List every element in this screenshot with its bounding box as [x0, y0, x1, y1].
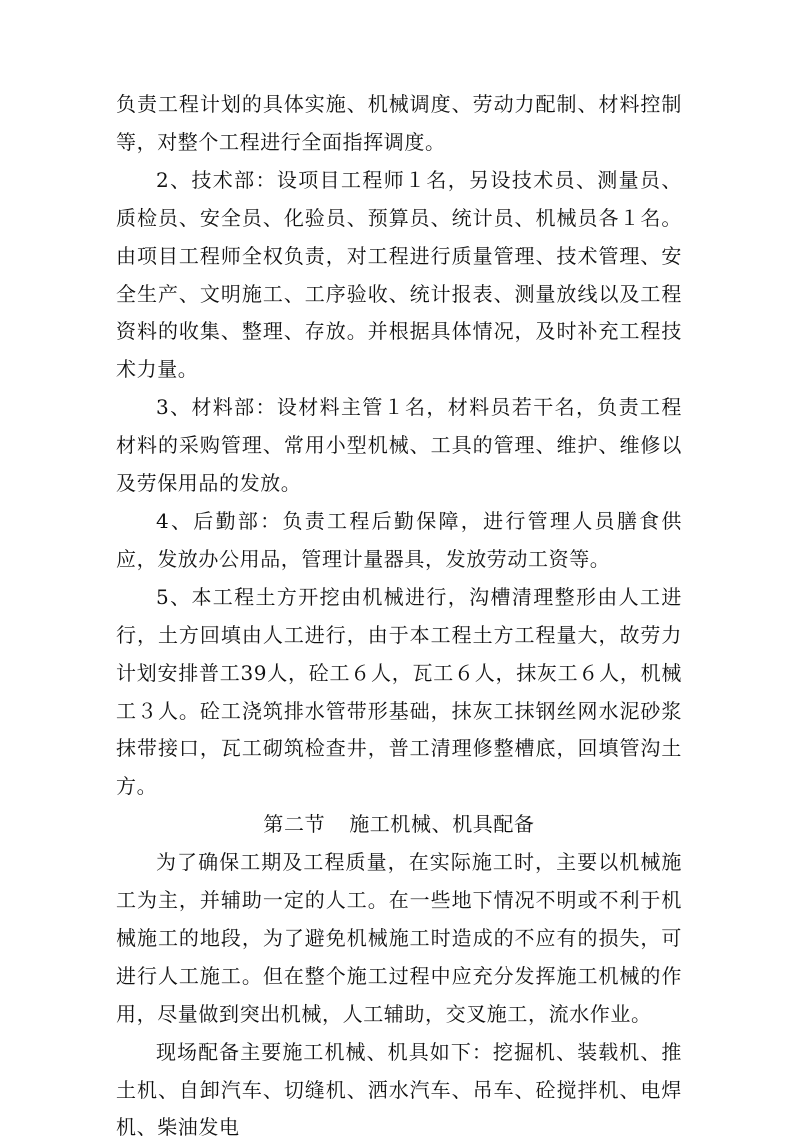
section-number: 第二节 [263, 812, 326, 837]
paragraph-logistics-department: 4、后勤部：负责工程后勤保障，进行管理人员膳食供应，发放办公用品，管理计量器具，发放劳动工资等。 [116, 508, 682, 571]
paragraph-machinery-list: 现场配备主要施工机械、机具如下：挖掘机、装载机、推土机、自卸汽车、切缝机、洒水汽车、吊车、砼搅拌机、电焊机、柴油发电 [116, 1039, 682, 1140]
document-body [116, 86, 682, 1147]
paragraph-material-department: 3、材料部：设材料主管１名，材料员若干名，负责工程材料的采购管理、常用小型机械、工具的管理、维护、维修以及劳保用品的发放。 [116, 395, 682, 496]
section-heading [116, 806, 682, 844]
paragraph-labor-plan: 5、本工程土方开挖由机械进行，沟槽清理整形由人工进行，土方回填由人工进行，由于本工程土方工程量大，故劳力计划安排普工39人，砼工６人，瓦工６人，抹灰工６人，机械工３人。砼工浇筑排水管带形基础，抹灰工抹钢丝网水泥砂浆抹带接口，瓦工砌筑检查井，普工清理修整槽底，回填管沟土方。 [116, 584, 682, 799]
section-title: 施工机械、机具配备 [349, 812, 535, 837]
paragraph-intro-continued: 负责工程计划的具体实施、机械调度、劳动力配制、材料控制等，对整个工程进行全面指挥调度。 [116, 92, 682, 154]
paragraph-machinery-intro: 为了确保工期及工程质量，在实际施工时，主要以机械施工为主，并辅助一定的人工。在一些地下情况不明或不利于机械施工的地段，为了避免机械施工时造成的不应有的损失，可进行人工施工。但在整个施工过程中应充分发挥施工机械的作用，尽量做到突出机械，人工辅助，交叉施工，流水作业。 [116, 850, 682, 1026]
paragraph-technical-department: 2、技术部：设项目工程师１名，另设技术员、测量员、质检员、安全员、化验员、预算员、统计员、机械员各１名。由项目工程师全权负责，对工程进行质量管理、技术管理、安全生产、文明施工、工序验收、统计报表、测量放线以及工程资料的收集、整理、存放。并根据具体情况，及时补充工程技术力量。 [116, 167, 682, 382]
